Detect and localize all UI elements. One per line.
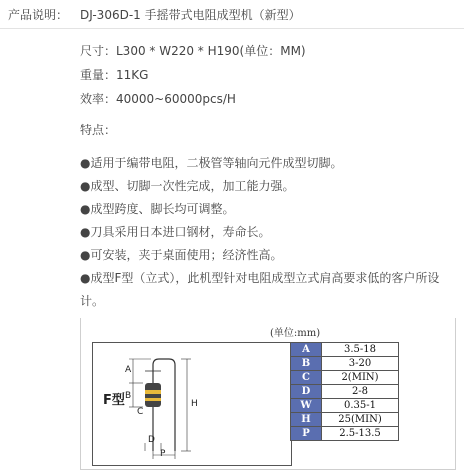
feature-item: ●刀具采用日本进口钢材，寿命长。 — [80, 225, 271, 239]
dim-key: D — [291, 385, 322, 399]
dim-value: 2-8 — [322, 385, 399, 399]
feature-item: ●可安装，夹于桌面使用；经济性高。 — [80, 248, 283, 262]
dim-value: 25(MIN) — [322, 413, 399, 427]
spec-dimensions: 尺寸：L300 * W220 * H190(单位：MM) — [80, 44, 306, 58]
features-title: 特点： — [80, 123, 117, 137]
resistor-band — [145, 390, 161, 394]
dim-label-d: D — [148, 435, 155, 445]
dim-key: A — [291, 343, 322, 357]
dim-value: 0.35-1 — [322, 399, 399, 413]
dim-label-h: H — [191, 399, 198, 409]
table-row — [291, 343, 399, 357]
f-type-label: F型 — [103, 393, 125, 408]
dimension-table — [290, 342, 399, 441]
product-header — [0, 0, 464, 30]
dim-key: B — [291, 357, 322, 371]
dim-key: C — [291, 371, 322, 385]
dim-value: 3-20 — [322, 357, 399, 371]
resistor-body — [145, 383, 161, 407]
dim-value: 2.5-13.5 — [322, 427, 399, 441]
dim-key: W — [291, 399, 322, 413]
dim-key: H — [291, 413, 322, 427]
dim-label-c: C — [137, 407, 144, 417]
product-description-label: 产品说明： — [8, 8, 69, 22]
dim-label-a: A — [125, 365, 132, 375]
resistor-band — [145, 398, 161, 401]
dim-label-b: B — [125, 391, 132, 401]
table-row — [291, 357, 399, 371]
table-row — [291, 385, 399, 399]
feature-item: ●成型、切脚一次性完成，加工能力强。 — [80, 179, 295, 193]
figure-border-bottom — [80, 469, 456, 470]
diagram-box — [92, 342, 292, 466]
feature-item: ●成型F型（立式），此机型针对电阻成型立式肩高要求低的客户所设计。 — [80, 271, 440, 308]
table-row — [291, 371, 399, 385]
dim-value: 3.5-18 — [322, 343, 399, 357]
table-row — [291, 399, 399, 413]
figure-border-left — [80, 318, 81, 470]
feature-item: ●成型跨度、脚长均可调整。 — [80, 202, 235, 216]
dim-key: P — [291, 427, 322, 441]
table-row — [291, 427, 399, 441]
spec-efficiency: 效率：40000~60000pcs/H — [80, 92, 236, 106]
feature-item: ●适用于编带电阻，二极管等轴向元件成型切脚。 — [80, 156, 343, 170]
dim-label-p: P — [160, 449, 166, 459]
figure-border-right — [455, 318, 456, 470]
spec-weight: 重量：11KG — [80, 68, 149, 82]
table-row — [291, 413, 399, 427]
unit-label: (单位:mm) — [270, 328, 321, 339]
model-name: DJ-306D-1 手摇带式电阻成型机（新型） — [80, 8, 301, 22]
dimension-figure — [80, 318, 456, 470]
header-divider — [0, 28, 464, 29]
dim-value: 2(MIN) — [322, 371, 399, 385]
